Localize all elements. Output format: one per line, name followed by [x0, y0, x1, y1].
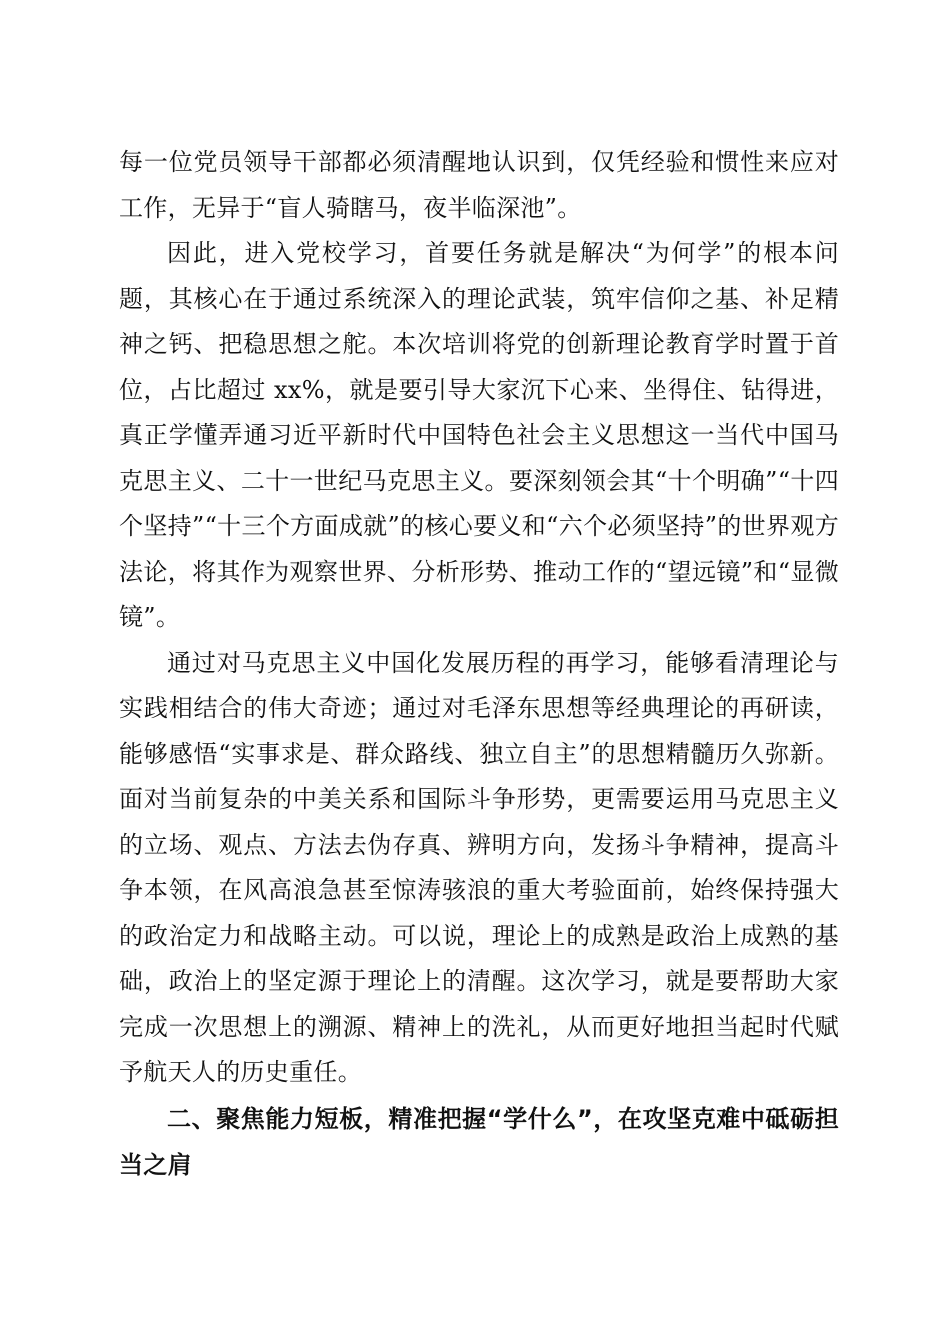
section-heading: 二、聚焦能力短板，精准把握“学什么”，在攻坚克难中砥砺担当之肩 [119, 1104, 839, 1179]
paragraph-marxism-history: 通过对马克思主义中国化发展历程的再学习，能够看清理论与实践相结合的伟大奇迹；通过对毛泽东思想等经典理论的再研读，能够感悟“实事求是、群众路线、独立自主”的思想精髓历久弥新。面对当前复杂的中美关系和国际斗争形势，更需要运用马克思主义的立场、观点、方法去伪存真、辨明方向，发扬斗争精神，提高斗争本领，在风高浪急甚至惊涛骇浪的重大考验面前，始终保持强大的政治定力和战略主动。可以说，理论上的成熟是政治上成熟的基础，政治上的坚定源于理论上的清醒。这次学习，就是要帮助大家完成一次思想上的溯源、精神上的洗礼，从而更好地担当起时代赋予航天人的历史重任。 [119, 648, 839, 1086]
paragraph-continuation: 每一位党员领导干部都必须清醒地认识到，仅凭经验和惯性来应对工作，无异于“盲人骑瞎马，夜半临深池”。 [119, 148, 839, 222]
document-body [119, 140, 839, 1188]
paragraph-why-learn: 因此，进入党校学习，首要任务就是解决“为何学”的根本问题，其核心在于通过系统深入的理论武装，筑牢信仰之基、补足精神之钙、把稳思想之舵。本次培训将党的创新理论教育学时置于首位，占比超过 xx%，就是要引导大家沉下心来、坐得住、钻得进，真正学懂弄通习近平新时代中国特色社会主义思想这一当代中国马克思主义、二十一世纪马克思主义。要深刻领会其“十个明确”“十四个坚持”“十三个方面成就”的核心要义和“六个必须坚持”的世界观方法论，将其作为观察世界、分析形势、推动工作的“望远镜”和“显微镜”。 [119, 239, 839, 631]
